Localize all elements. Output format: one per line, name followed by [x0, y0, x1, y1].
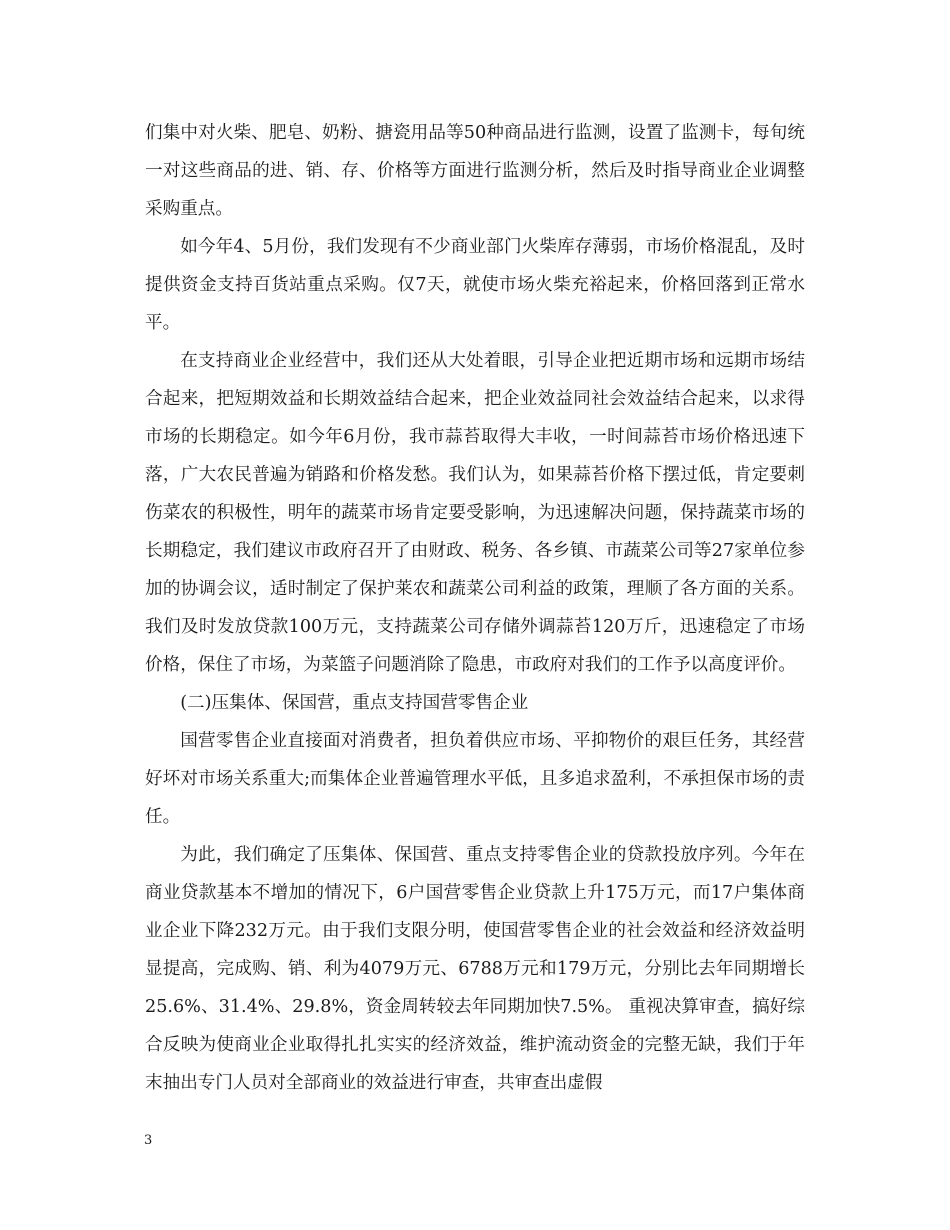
paragraph-3: 在支持商业企业经营中，我们还从大处着眼，引导企业把近期市场和远期市场结合起来，把短期效益和长期效益结合起来，把企业效益同社会效益结合起来，以求得市场的长期稳定。如今年6月份，我市蒜苔取得大丰收，一时间蒜苔市场价格迅速下落，广大农民普遍为销路和价格发愁。我们认为，如果蒜苔价格下摆过低，肯定要刺伤菜农的积极性，明年的蔬菜市场肯定要受影响，为迅速解决问题，保持蔬菜市场的长期稳定，我们建议市政府召开了由财政、税务、各乡镇、市蔬菜公司等27家单位参加的协调会议，适时制定了保护莱农和蔬菜公司利益的政策，理顺了各方面的关系。我们及时发放贷款100万元，支持蔬菜公司存储外调蒜苔120万斤，迅速稳定了市场价格，保住了市场，为菜篮子问题消除了隐患，市政府对我们的工作予以高度评价。: [145, 351, 805, 675]
paragraph-1: 们集中对火柴、肥皂、奶粉、搪瓷用品等50种商品进行监测，设置了监测卡，每旬统一对这些商品的进、销、存、价格等方面进行监测分析，然后及时指导商业企业调整采购重点。: [145, 123, 805, 219]
paragraph-2: 如今年4、5月份，我们发现有不少商业部门火柴库存薄弱，市场价格混乱，及时提供资金支持百货站重点采购。仅7天，就使市场火柴充裕起来，价格回落到正常水平。: [145, 237, 805, 333]
section-heading: (二)压集体、保国营，重点支持国营零售企业: [180, 693, 529, 713]
page-number: 3: [144, 1133, 153, 1148]
document-body: [145, 114, 805, 1102]
paragraph-5: 为此，我们确定了压集体、保国营、重点支持零售企业的贷款投放序列。今年在商业贷款基本不增加的情况下，6户国营零售企业贷款上升175万元，而17户集体商业企业下降232万元。由于我们支限分明，使国营零售企业的社会效益和经济效益明显提高，完成购、销、利为4079万元、6788万元和179万元，分别比去年同期增长25.6%、31.4%、29.8%，资金周转较去年同期加快7.5%。 重视决算审查，搞好综合反映为使商业企业取得扎扎实实的经济效益，维护流动资金的完整无缺，我们于年末抽出专门人员对全部商业的效益进行审查，共审查出虚假: [145, 845, 805, 1093]
paragraph-4: 国营零售企业直接面对消费者，担负着供应市场、平抑物价的艰巨任务，其经营好坏对市场关系重大;而集体企业普遍管理水平低，且多追求盈利，不承担保市场的责任。: [145, 731, 805, 827]
